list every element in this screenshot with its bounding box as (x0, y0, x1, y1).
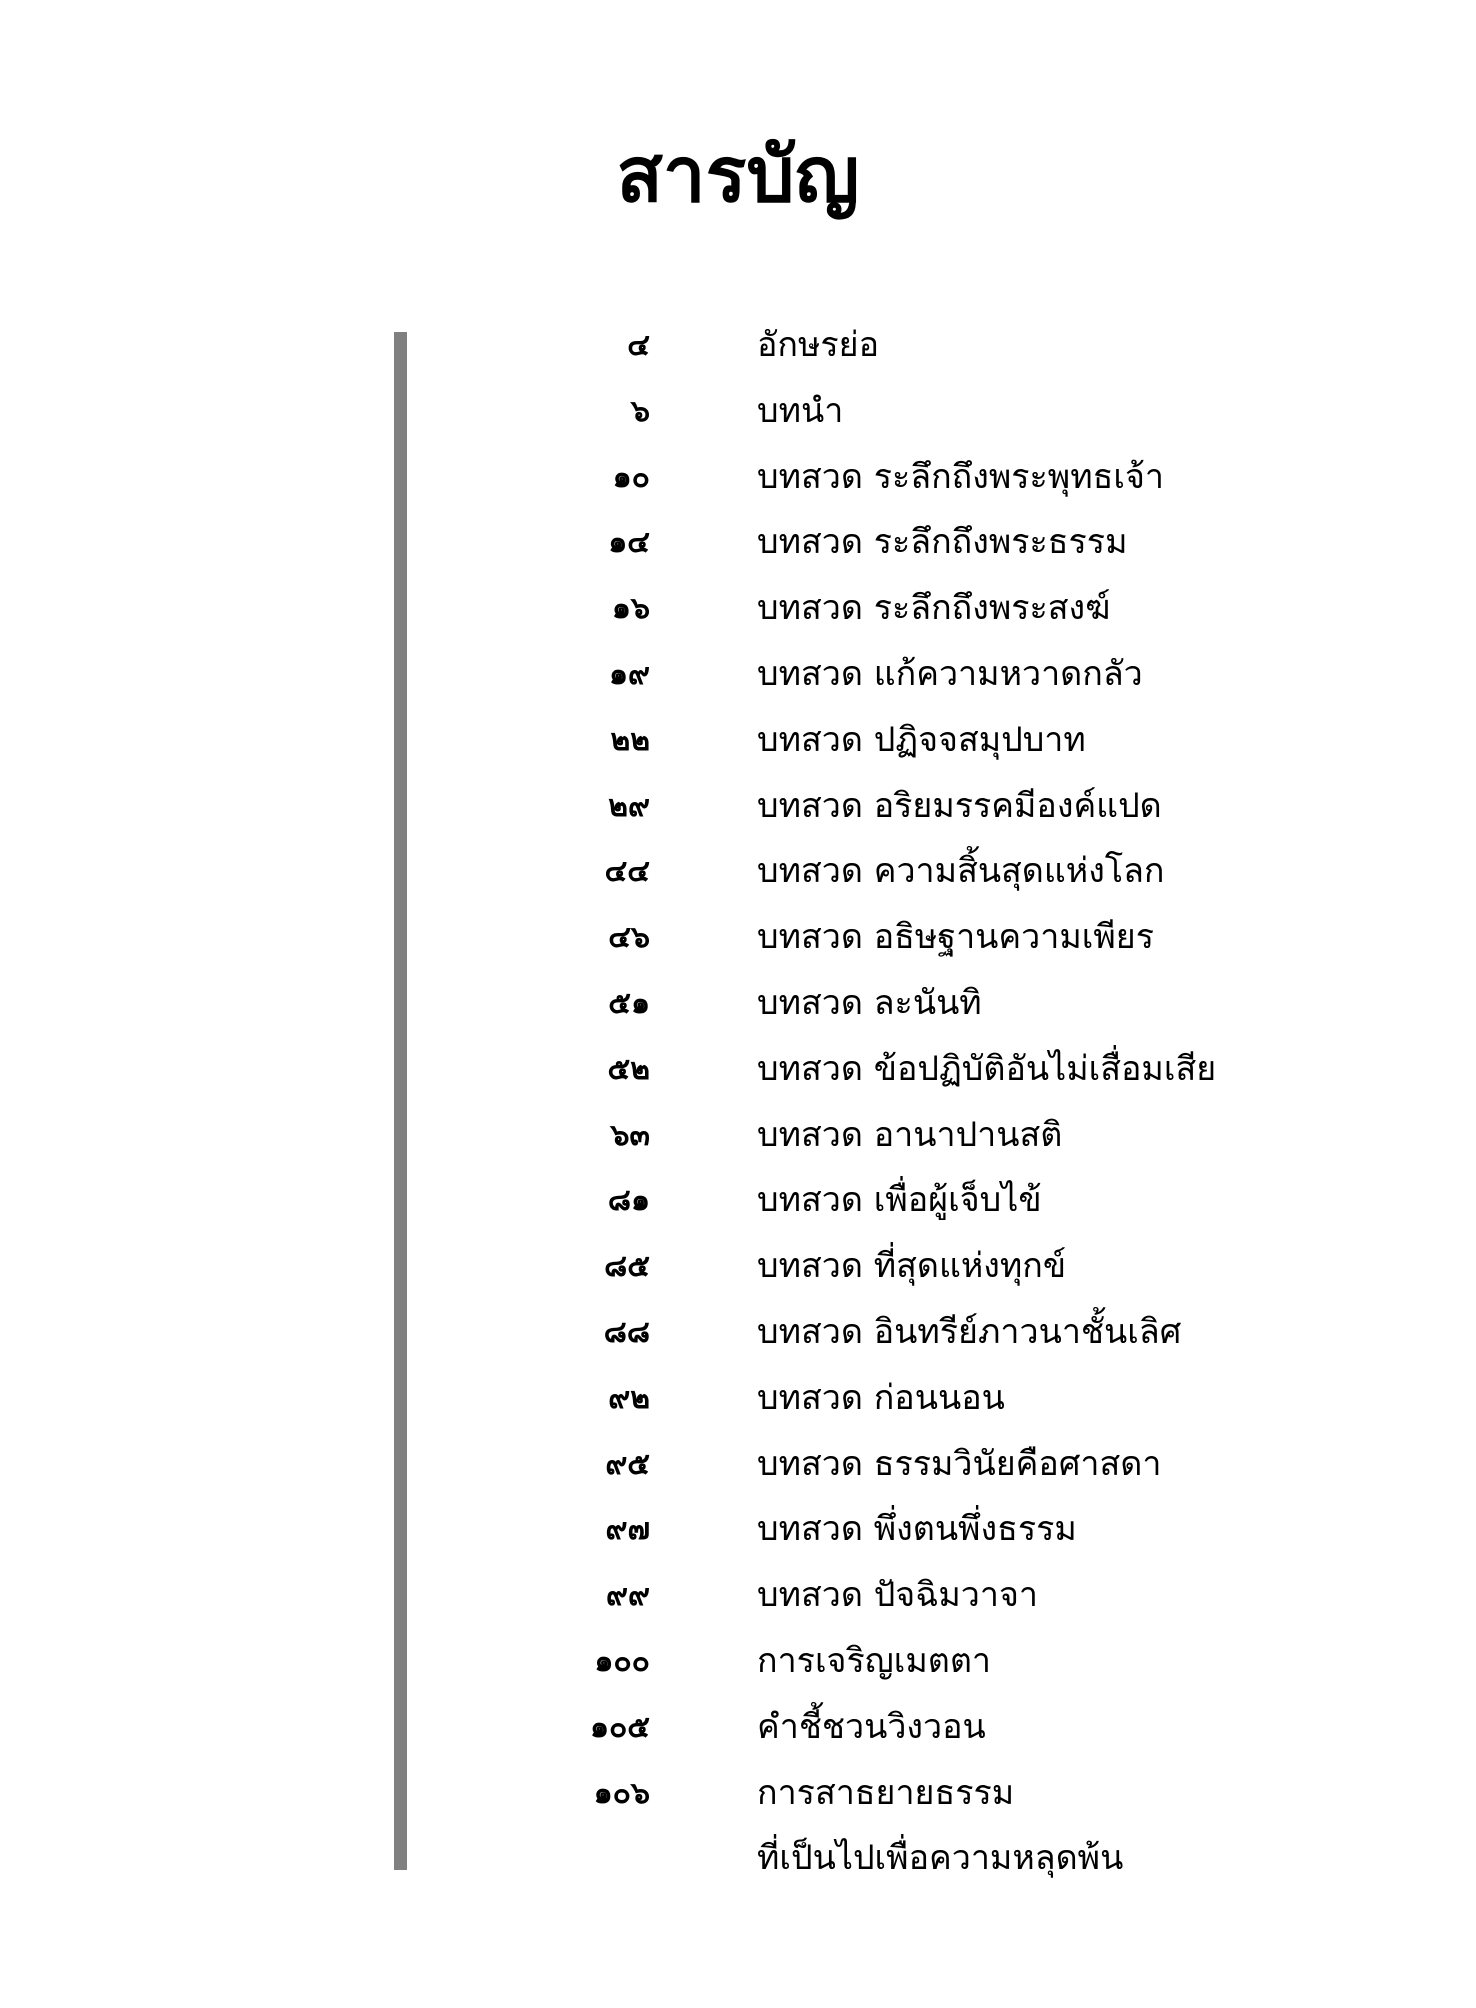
toc-entry-title: บทสวด ธรรมวินัยคือศาสดา (757, 1443, 1162, 1484)
toc-entry-title: บทสวด พึ่งตนพึ่งธรรม (757, 1509, 1077, 1550)
toc-entry-title: บทสวด อานาปานสติ (757, 1114, 1063, 1155)
toc-entry-title: บทสวด เพื่อผู้เจ็บไข้ (757, 1180, 1042, 1221)
toc-page-number: ๙๒ (608, 1380, 650, 1416)
toc-page-number: ๑๐ (612, 459, 650, 495)
toc-page-number: ๘๕ (604, 1249, 650, 1285)
toc-entry-title: คำชี้ชวนวิงวอน (757, 1706, 986, 1747)
toc-page-number: ๕๒ (607, 1051, 650, 1087)
toc-page-number: ๑๐๐ (594, 1643, 650, 1679)
toc-page-number: ๙๙ (606, 1578, 650, 1614)
toc-entry-title: บทสวด ระลึกถึงพระสงฆ์ (757, 588, 1111, 629)
toc-entry-title: บทสวด ความสิ้นสุดแห่งโลก (757, 851, 1165, 892)
toc-entry-title: บทสวด ละนันทิ (757, 982, 982, 1023)
toc-page-number: ๖๓ (610, 1117, 650, 1153)
toc-entry-title (757, 1761, 1397, 1893)
toc-entry[interactable] (0, 708, 1476, 774)
toc-page-number: ๑๐๖ (593, 1775, 650, 1811)
toc-entry-title: การเจริญเมตตา (757, 1640, 991, 1681)
toc-page-number: ๒๒ (610, 722, 650, 758)
toc-entry[interactable] (0, 379, 1476, 445)
toc-entry-title: บทสวด ที่สุดแห่งทุกข์ (757, 1246, 1067, 1287)
toc-entry[interactable] (0, 905, 1476, 971)
page-title: สารบัญ (616, 130, 860, 219)
toc-page-number: ๒๙ (608, 788, 650, 824)
toc-page-number: ๘๑ (607, 1183, 650, 1219)
toc-entry-title: บทสวด ปัจฉิมวาจา (757, 1575, 1038, 1616)
toc-entry-title: บทสวด ระลึกถึงพระพุทธเจ้า (757, 456, 1165, 497)
toc-page-number: ๙๗ (605, 1512, 650, 1548)
toc-page-number: ๔๔ (604, 854, 650, 890)
toc-page-number: ๙๕ (605, 1446, 650, 1482)
toc-page-number: ๔ (627, 328, 650, 363)
toc-page-number: ๔๖ (608, 920, 650, 956)
toc-entry[interactable] (0, 313, 1476, 379)
toc-entry-title-line2: ที่เป็นไปเพื่อความหลุดพ้น (757, 1838, 1124, 1879)
toc-entry[interactable] (0, 642, 1476, 708)
toc-entry[interactable] (0, 1629, 1476, 1695)
toc-page-number: ๑๔ (608, 525, 650, 561)
toc-entry-title: บทสวด ก่อนนอน (757, 1377, 1005, 1418)
toc-entry-title: อักษรย่อ (757, 325, 880, 365)
toc-page-number: ๖ (630, 393, 650, 429)
toc-entry-title: บทสวด ข้อปฏิบัติอันไม่เสื่อมเสีย (757, 1048, 1217, 1089)
toc-entry[interactable] (0, 1300, 1476, 1366)
toc-entry[interactable] (0, 1563, 1476, 1629)
toc-entry[interactable] (0, 576, 1476, 642)
toc-entry-title: บทสวด ระลึกถึงพระธรรม (757, 522, 1128, 563)
toc-page-number: ๘๘ (603, 1314, 650, 1350)
toc-entry-title: บทสวด แก้ความหวาดกลัว (757, 653, 1143, 694)
toc-entry-title: บทสวด อริยมรรคมีองค์แปด (757, 785, 1162, 826)
toc-entry-title: บทสวด ปฏิจจสมุปบาท (757, 719, 1086, 760)
toc-page-number: ๑๙ (608, 656, 650, 692)
toc-entry-title-line1: การสาธยายธรรม (757, 1772, 1015, 1813)
toc-entry-title: บทสวด อธิษฐานความเพียร (757, 917, 1154, 958)
toc-entry[interactable] (0, 1695, 1476, 1761)
toc-entry[interactable] (0, 1497, 1476, 1563)
toc-entry[interactable] (0, 1432, 1476, 1498)
toc-entry-title: บทสวด อินทรีย์ภาวนาชั้นเลิศ (757, 1311, 1182, 1352)
toc-entry-title: บทนำ (757, 390, 844, 431)
toc-page-number: ๑๖ (611, 591, 650, 627)
toc-entry[interactable] (0, 1761, 1476, 1893)
toc-entry[interactable] (0, 445, 1476, 511)
toc-entry[interactable] (0, 510, 1476, 576)
toc-entry[interactable] (0, 971, 1476, 1037)
toc-entry[interactable] (0, 774, 1476, 840)
toc-entry[interactable] (0, 1366, 1476, 1432)
toc-page-number: ๑๐๕ (589, 1709, 650, 1745)
toc-page-number: ๕๑ (608, 985, 650, 1021)
toc-list (0, 313, 1476, 1892)
toc-entry[interactable] (0, 1234, 1476, 1300)
toc-entry[interactable] (0, 839, 1476, 905)
toc-entry[interactable] (0, 1103, 1476, 1169)
toc-entry[interactable] (0, 1037, 1476, 1103)
toc-entry[interactable] (0, 1168, 1476, 1234)
